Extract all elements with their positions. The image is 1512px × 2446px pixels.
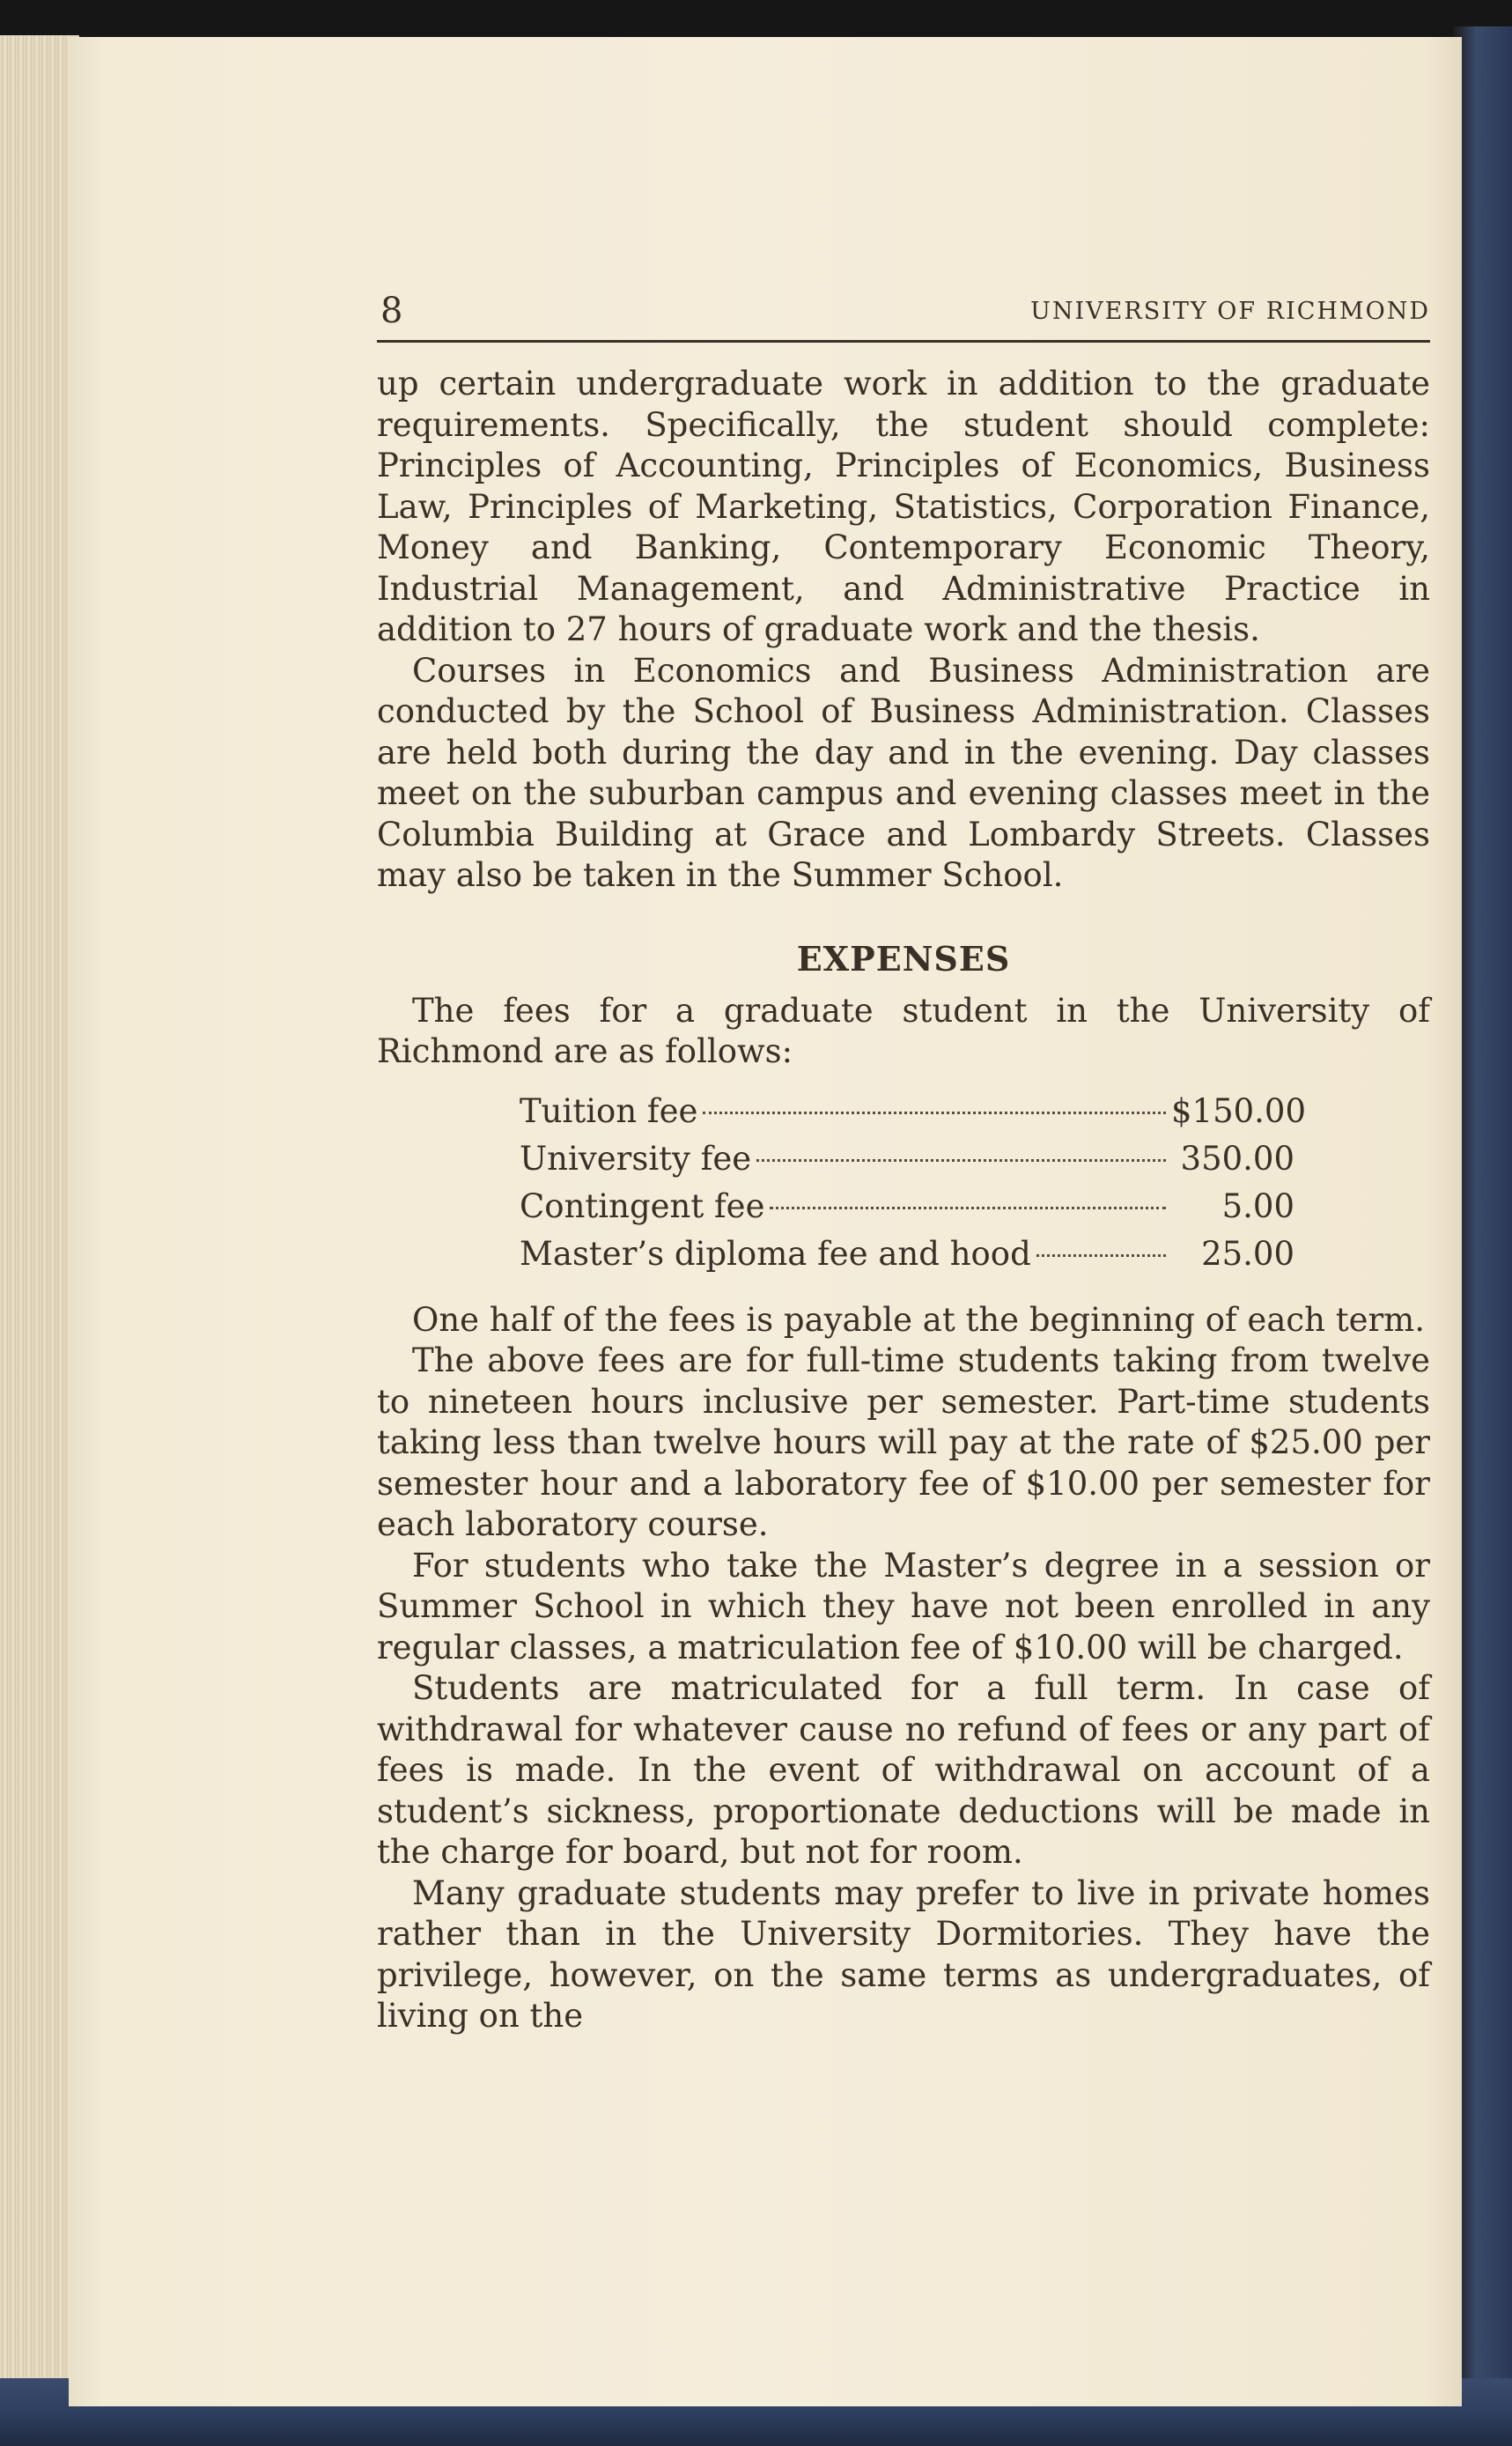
paragraph-withdrawal: Students are matriculated for a full term. In case of withdrawal for whatever cause no refund of fees or any part of fees is made. In the event of withdrawal on account of a student’s sickness, proportionate deductions will be made in the charge for board, but not for room. bbox=[377, 1669, 1430, 1871]
fee-label: Tuition fee bbox=[520, 1091, 698, 1130]
fee-row bbox=[520, 1091, 1307, 1140]
fee-amount: 25.00 bbox=[1201, 1234, 1294, 1273]
fee-label: University fee bbox=[520, 1139, 752, 1178]
fee-row bbox=[520, 1235, 1294, 1282]
fee-row bbox=[520, 1140, 1294, 1187]
dot-leader bbox=[756, 1159, 1166, 1162]
dot-leader bbox=[703, 1112, 1166, 1114]
book-page-edges bbox=[0, 35, 79, 2413]
section-heading-expenses: EXPENSES bbox=[796, 938, 1011, 979]
fee-table bbox=[520, 1091, 1307, 1282]
page-content bbox=[377, 291, 1430, 2037]
fee-amount: 5.00 bbox=[1221, 1186, 1294, 1225]
paragraph-payment: One half of the fees is payable at the beginning of each term. bbox=[412, 1300, 1425, 1339]
paragraph-requirements: up certain undergraduate work in addition to the graduate requirements. Specifically, the student should complete: Principles of Accounting, Principles of Economics, Business Law, Principles of Marketing, Statistics, Corporation Finance, Money and Banking, Contemporary Economic Theory, Industrial Management, and Administrative Practice in addition to 27 hours of graduate work and the thesis. bbox=[377, 365, 1430, 648]
fee-label: Contingent fee bbox=[520, 1186, 765, 1225]
running-title: UNIVERSITY OF RICHMOND bbox=[1030, 298, 1430, 325]
paragraph-part-time: The above fees are for full-time students taking from twelve to nineteen hours inclusive per semester. Part-time students taking less than twelve hours will pay at the rate of $25.00 per semester hour and a laboratory fee of $10.00 per semester for each laboratory course. bbox=[377, 1341, 1430, 1543]
fee-row bbox=[520, 1187, 1294, 1235]
paragraph-matriculation: For students who take the Master’s degree in a session or Summer School in which they have not been enrolled in any regular classes, a matriculation fee of $10.00 will be charged. bbox=[377, 1546, 1430, 1666]
paragraph-fees-intro: The fees for a graduate student in the University of Richmond are as follows: bbox=[377, 991, 1430, 1070]
fee-label: Master’s diploma fee and hood bbox=[520, 1234, 1031, 1273]
dot-leader bbox=[1036, 1254, 1166, 1257]
paragraph-courses: Courses in Economics and Business Administration are conducted by the School of Business Administration. Classes are held both during the day and in the evening. Day classes meet on the suburban campus and evening classes meet in the Columbia Building at Grace and Lombardy Streets. Classes may also be taken in the Summer School. bbox=[377, 651, 1430, 894]
page-number: 8 bbox=[380, 291, 403, 331]
running-header bbox=[377, 291, 1430, 343]
fee-amount: $150.00 bbox=[1171, 1091, 1307, 1130]
book-cover-edge bbox=[1453, 26, 1512, 2405]
fee-amount: 350.00 bbox=[1180, 1139, 1294, 1178]
paragraph-housing: Many graduate students may prefer to live in private homes rather than in the University Dormitories. They have the privilege, however, on the same terms as undergraduates, of living on the bbox=[377, 1873, 1430, 2035]
dot-leader bbox=[770, 1207, 1166, 1209]
